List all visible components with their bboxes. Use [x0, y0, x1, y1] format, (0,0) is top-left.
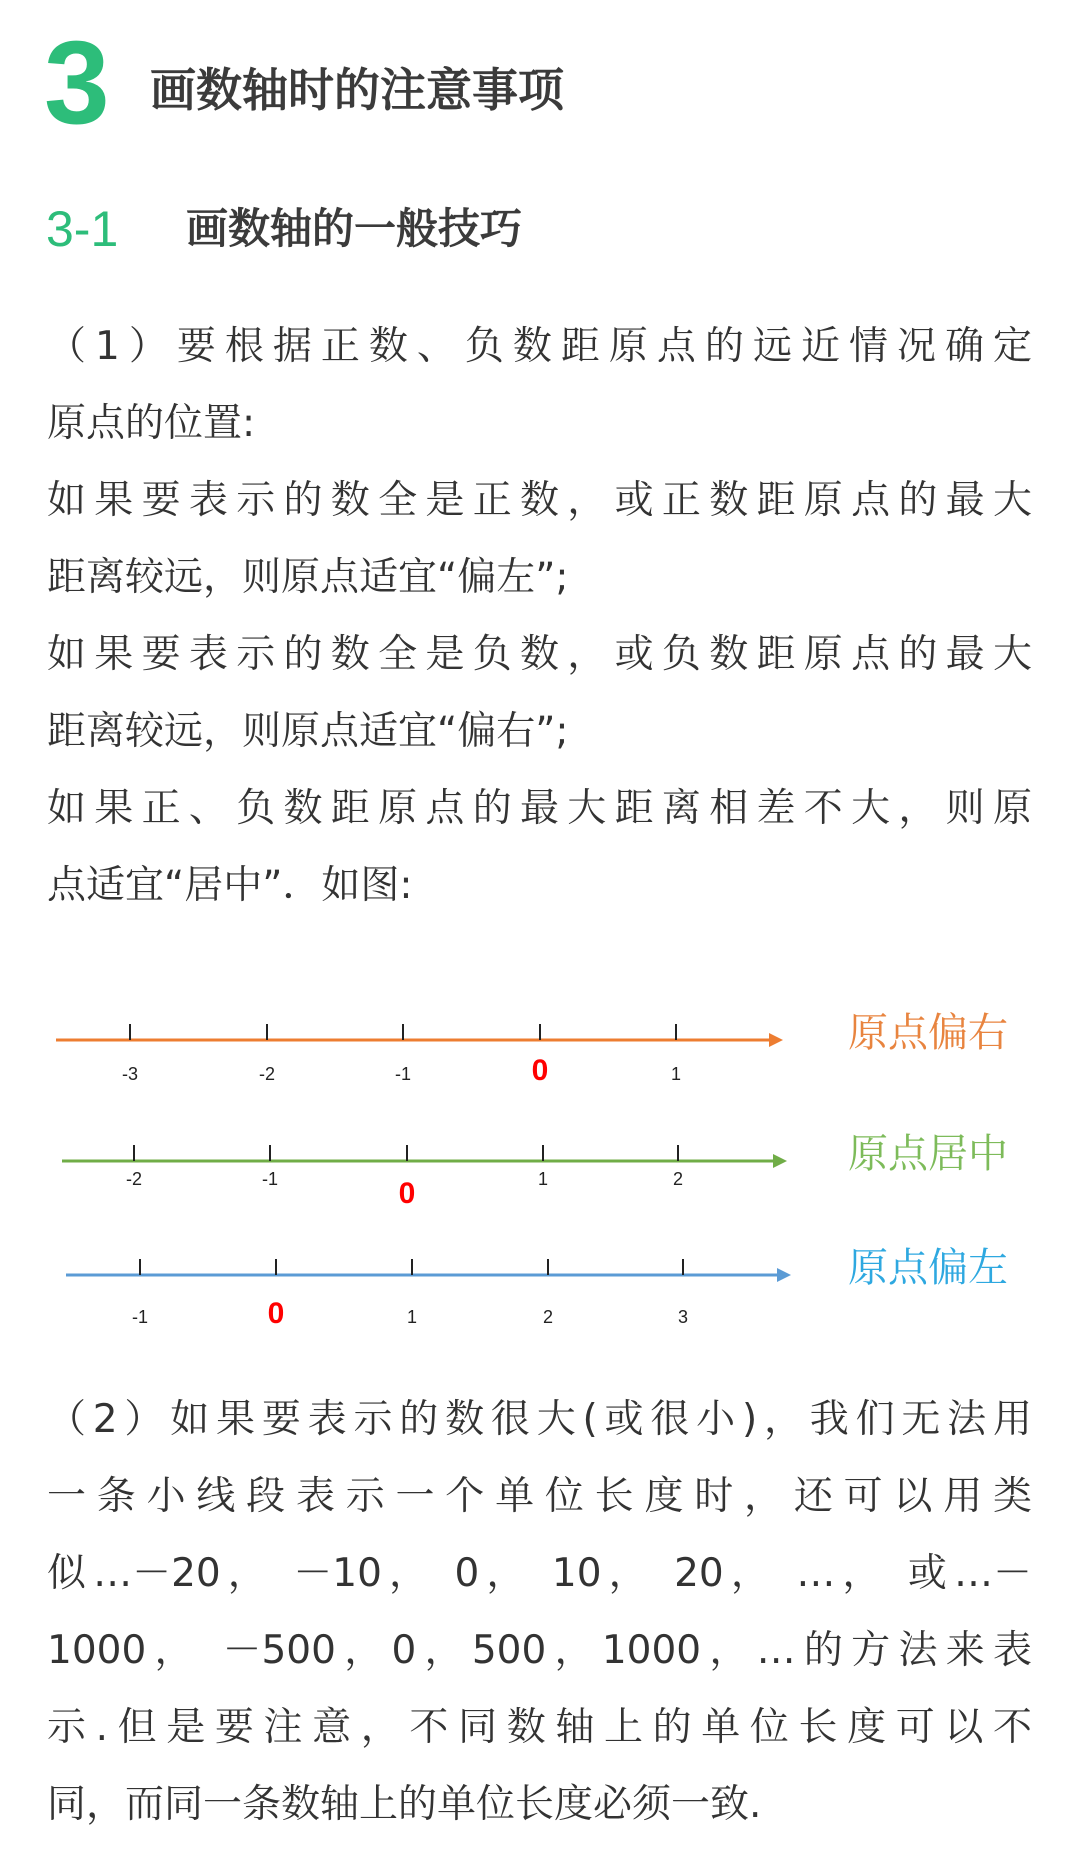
axis-arrow-icon — [777, 1268, 791, 1282]
text-line: 如果要表示的数全是负数，或负数距原点的最大 — [47, 632, 1032, 677]
paragraph-origin-placement — [47, 308, 1032, 924]
tick-label: -1 — [394, 1064, 412, 1084]
axis-caption: 原点偏左 — [848, 1245, 1008, 1291]
section-number: 3 — [44, 17, 110, 149]
origin-label: 0 — [398, 1177, 416, 1210]
text-line: 原点的位置: — [47, 401, 256, 446]
subsection-number: 3-1 — [46, 201, 119, 257]
text-line: 示.但是要注意，不同数轴上的单位长度可以不 — [47, 1705, 1032, 1750]
tick-label: -3 — [121, 1064, 139, 1084]
text-line: 1000， －500，0，500，1000，…的方法来表 — [47, 1628, 1032, 1673]
tick-label: -1 — [131, 1307, 149, 1327]
tick-label: -2 — [125, 1169, 143, 1189]
tick-label: 1 — [670, 1064, 682, 1084]
axis-caption: 原点居中 — [848, 1131, 1008, 1177]
tick-label: 1 — [406, 1307, 418, 1327]
text-line: （2）如果要表示的数很大(或很小)，我们无法用 — [47, 1397, 1032, 1442]
axis-caption: 原点偏右 — [848, 1010, 1008, 1056]
axis-arrow-icon — [773, 1154, 787, 1168]
tick-label: 2 — [672, 1169, 684, 1189]
tick-label: 2 — [542, 1307, 554, 1327]
tick-label: 3 — [677, 1307, 689, 1327]
origin-label: 0 — [267, 1297, 285, 1330]
text-line: 距离较远，则原点适宜“偏右”; — [47, 709, 569, 754]
tick-label: -1 — [261, 1169, 279, 1189]
tick-label: 1 — [537, 1169, 549, 1189]
text-line: 点适宜“居中”．如图: — [47, 863, 413, 908]
text-line: 如果正、负数距原点的最大距离相差不大，则原 — [47, 786, 1032, 831]
subsection-title: 画数轴的一般技巧 — [186, 204, 523, 253]
text-line: 如果要表示的数全是正数，或正数距原点的最大 — [47, 478, 1032, 523]
section-title: 画数轴时的注意事项 — [150, 63, 564, 117]
paragraph-large-numbers — [47, 1381, 1032, 1843]
text-line: 似…－20， －10， 0， 10， 20， …， 或…－ — [47, 1551, 1032, 1596]
number-line-figure — [0, 980, 1079, 1360]
tick-label: -2 — [258, 1064, 276, 1084]
origin-label: 0 — [531, 1054, 549, 1087]
text-line: 距离较远，则原点适宜“偏左”; — [47, 555, 569, 600]
text-line: 一条小线段表示一个单位长度时，还可以用类 — [47, 1474, 1032, 1519]
text-line: 同，而同一条数轴上的单位长度必须一致. — [47, 1782, 762, 1827]
text-line: （1）要根据正数、负数距原点的远近情况确定 — [47, 324, 1032, 369]
axis-arrow-icon — [769, 1033, 783, 1047]
